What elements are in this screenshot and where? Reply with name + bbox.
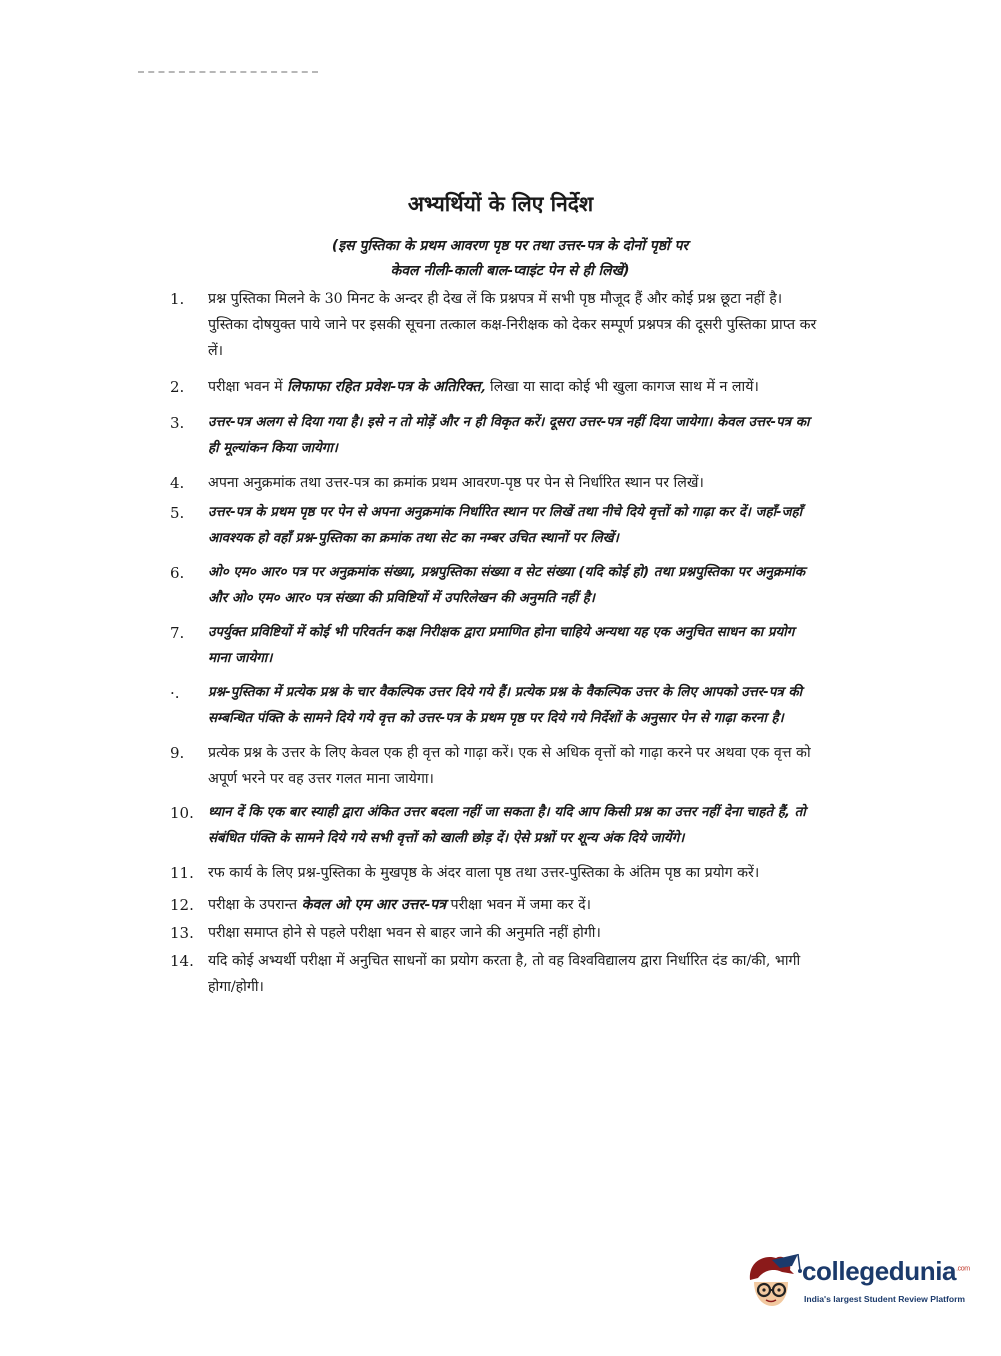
instruction-text-part: लिखा या सादा कोई भी खुला कागज साथ में न लायें। xyxy=(485,379,759,395)
instruction-text: अपना अनुक्रमांक तथा उत्तर-पत्र का क्रमांक प्रथम आवरण-पृष्ठ पर पेन से निर्धारित स्थान पर लिखें। xyxy=(208,475,704,491)
instruction-item xyxy=(170,680,820,732)
instruction-number: 7. xyxy=(170,624,185,642)
instruction-number: 12. xyxy=(170,896,194,914)
watermark-name xyxy=(802,1256,970,1287)
subtitle-line: केवल नीली-काली बाल-प्वाइंट पेन से ही लिखें) xyxy=(390,263,630,279)
watermark-tagline: India's largest Student Review Platform xyxy=(804,1294,966,1304)
instruction-text: प्रश्न-पुस्तिका में प्रत्येक प्रश्न के चार वैकल्पिक उत्तर दिये गये हैं। प्रत्येक प्रश्न के वैकल्पिक उत्तर के लिए आपको उत्तर-पत्र की सम्बन्धित पंक्ति के सामने दिये गये वृत्त को उत्तर-पत्र के प्रथम पृष्ठ पर दिये गये निर्देशों के अनुसार पेन से गाढ़ा करना है। xyxy=(208,685,803,726)
page-subtitle xyxy=(200,234,820,284)
instruction-number: 3. xyxy=(170,414,185,432)
instruction-number: ·. xyxy=(170,684,180,702)
scan-artifact xyxy=(138,71,318,76)
instruction-item xyxy=(170,374,820,400)
instruction-item xyxy=(170,740,820,792)
instruction-text-part: परीक्षा भवन में जमा कर दें। xyxy=(446,897,592,913)
instruction-text: प्रत्येक प्रश्न के उत्तर के लिए केवल एक ही वृत्त को गाढ़ा करें। एक से अधिक वृत्तों को गाढ़ा करने पर अथवा एक वृत्त को अपूर्ण भरने पर वह उत्तर गलत माना जायेगा। xyxy=(208,745,811,787)
instruction-item xyxy=(170,920,820,946)
watermark-suffix: .com xyxy=(956,1265,970,1273)
instruction-number: 1. xyxy=(170,290,185,308)
instruction-text: यदि कोई अभ्यर्थी परीक्षा में अनुचित साधनों का प्रयोग करता है, तो वह विश्वविद्यालय द्वारा निर्धारित दंड का/की, भागी होगा/होगी। xyxy=(208,953,801,995)
subtitle-line: (इस पुस्तिका के प्रथम आवरण पृष्ठ पर तथा उत्तर-पत्र के दोनों पृष्ठों पर xyxy=(331,238,689,254)
watermark-logo xyxy=(742,1250,972,1320)
instruction-text: रफ कार्य के लिए प्रश्न-पुस्तिका के मुखपृष्ठ के अंदर वाला पृष्ठ तथा उत्तर-पुस्तिका के अंतिम पृष्ठ का प्रयोग करें। xyxy=(208,865,760,881)
instruction-number: 4. xyxy=(170,474,185,492)
instruction-text: उत्तर-पत्र अलग से दिया गया है। इसे न तो मोड़ें और न ही विकृत करें। दूसरा उत्तर-पत्र नहीं दिया जायेगा। केवल उत्तर-पत्र का ही मूल्यांकन किया जायेगा। xyxy=(208,415,810,456)
watermark-brand: collegedunia xyxy=(802,1256,957,1286)
instruction-text: परीक्षा समाप्त होने से पहले परीक्षा भवन से बाहर जाने की अनुमति नहीं होगी। xyxy=(208,925,601,941)
instruction-item xyxy=(170,948,820,1000)
mascot-icon xyxy=(742,1252,802,1314)
instruction-text xyxy=(208,374,820,400)
instruction-number: 13. xyxy=(170,924,194,942)
instruction-item xyxy=(170,620,820,672)
instruction-number: 5. xyxy=(170,504,185,522)
instruction-number: 14. xyxy=(170,952,194,970)
instruction-number: 9. xyxy=(170,744,185,762)
instruction-text-part: परीक्षा के उपरान्त xyxy=(208,897,302,913)
instruction-number: 6. xyxy=(170,564,185,582)
instruction-item xyxy=(170,860,820,886)
instruction-text-part: परीक्षा भवन में xyxy=(208,379,288,395)
instruction-emphasis: केवल ओ एम आर उत्तर-पत्र xyxy=(301,897,447,913)
instruction-text: ध्यान दें कि एक बार स्याही द्वारा अंकित उत्तर बदला नहीं जा सकता है। यदि आप किसी प्रश्न का उत्तर नहीं देना चाहते हैं, तो संबंधित पंक्ति के सामने दिये गये सभी वृत्तों को खाली छोड़ दें। ऐसे प्रश्नों पर शून्य अंक दिये जायेंगे। xyxy=(208,805,806,846)
page-title: अभ्यर्थियों के लिए निर्देश xyxy=(407,191,594,216)
instruction-list xyxy=(170,286,820,1000)
instruction-item xyxy=(170,286,820,364)
instruction-text: उत्तर-पत्र के प्रथम पृष्ठ पर पेन से अपना अनुक्रमांक निर्धारित स्थान पर लिखें तथा नीचे दिये वृत्तों को गाढ़ा कर दें। जहाँ-जहाँ आवश्यक हो वहाँ प्रश्न-पुस्तिका का क्रमांक तथा सेट का नम्बर उचित स्थानों पर लिखें। xyxy=(208,505,803,546)
instruction-number: 10. xyxy=(170,804,194,822)
instruction-item xyxy=(170,892,820,918)
instruction-emphasis: लिफाफा रहित प्रवेश-पत्र के अतिरिक्त, xyxy=(287,379,486,395)
instruction-number: 2. xyxy=(170,378,185,396)
instruction-number: 11. xyxy=(170,864,194,882)
instruction-item xyxy=(170,410,820,462)
instruction-item xyxy=(170,470,820,496)
instruction-item xyxy=(170,560,820,612)
instruction-text: उपर्युक्त प्रविष्टियों में कोई भी परिवर्तन कक्ष निरीक्षक द्वारा प्रमाणित होना चाहिये अन्यथा यह एक अनुचित साधन का प्रयोग माना जायेगा। xyxy=(208,625,795,666)
instruction-item xyxy=(170,500,820,552)
instruction-text: ओ० एम० आर० पत्र पर अनुक्रमांक संख्या, प्रश्नपुस्तिका संख्या व सेट संख्या (यदि कोई हो) तथा प्रश्नपुस्तिका पर अनुक्रमांक और ओ० एम० आर० पत्र संख्या की प्रविष्टियों में उपरिलेखन की अनुमति नहीं है। xyxy=(208,565,805,606)
instruction-text xyxy=(208,892,820,918)
instruction-text: प्रश्न पुस्तिका मिलने के 30 मिनट के अन्दर ही देख लें कि प्रश्नपत्र में सभी पृष्ठ मौजूद हैं और कोई प्रश्न छूटा नहीं है। पुस्तिका दोषयुक्त पाये जाने पर इसकी सूचना तत्काल कक्ष-निरीक्षक को देकर सम्पूर्ण प्रश्नपत्र की दूसरी पुस्तिका प्राप्त कर लें। xyxy=(208,291,817,359)
instruction-item xyxy=(170,800,820,852)
